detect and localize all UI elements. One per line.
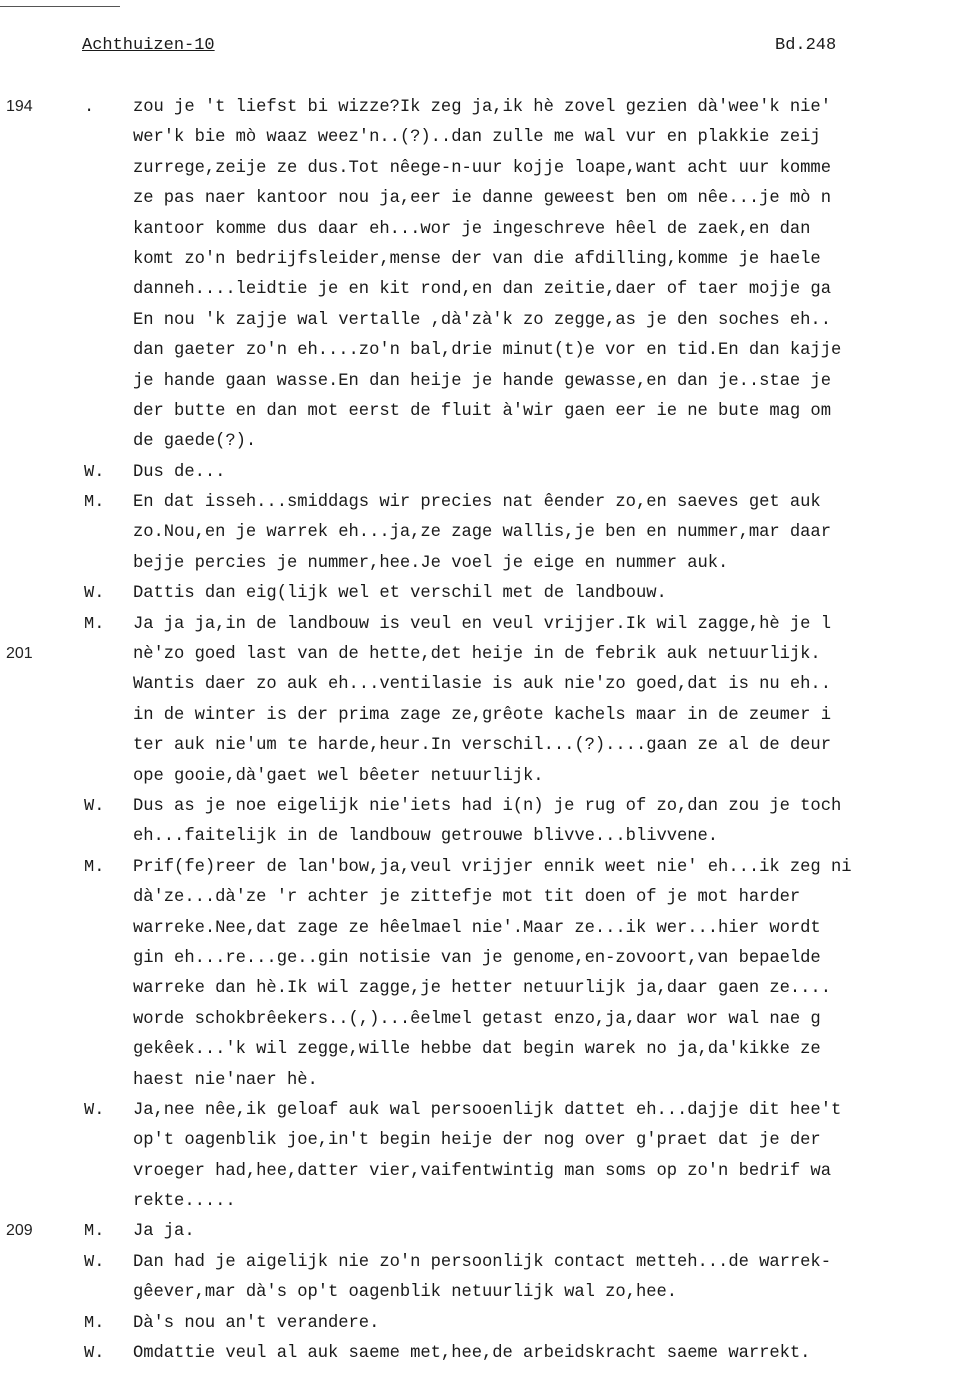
transcript-line <box>0 426 973 456</box>
transcript-text: de gaede(?). <box>133 432 257 452</box>
speaker-label: M. <box>84 614 105 634</box>
transcript-text: Dus as je noe eigelijk nie'iets had i(n) je rug of zo,dan zou je toch <box>133 796 842 816</box>
transcript-line <box>0 1004 973 1034</box>
document-title: Achthuizen-10 <box>82 36 215 55</box>
margin-line-number: 194 <box>6 98 33 115</box>
transcript-text: haest nie'naer hè. <box>133 1070 318 1090</box>
transcript-line <box>0 1247 973 1277</box>
transcript-text: bejje percies je nummer,hee.Je voel je eige en nummer auk. <box>133 553 729 573</box>
transcript-line <box>0 1095 973 1125</box>
transcript-line <box>0 761 973 791</box>
transcript-text: worde schokbrêekers..(,)...êelmel getast enzo,ja,daar wor wal nae g <box>133 1009 821 1029</box>
transcript-text: Omdattie veul al auk saeme met,hee,de arbeidskracht saeme warrekt. <box>133 1344 811 1364</box>
transcript-line <box>0 821 973 851</box>
speaker-label: M. <box>84 1313 105 1333</box>
transcript-line <box>0 457 973 487</box>
transcript-line <box>0 517 973 547</box>
speaker-label: W. <box>84 1100 105 1120</box>
transcript-line <box>0 487 973 517</box>
transcript-text: kantoor komme dus daar eh...wor je ingeschreve hêel de zaek,en dan <box>133 219 811 239</box>
transcript-text: Dus de... <box>133 462 226 482</box>
transcript-text: je hande gaan wasse.En dan heije je hande gewasse,en dan je..stae je <box>133 371 831 391</box>
transcript-line <box>0 882 973 912</box>
transcript-text: Dattis dan eig(lijk wel et verschil met de landbouw. <box>133 584 667 604</box>
transcript-line <box>0 214 973 244</box>
transcript-text: eh...faitelijk in de landbouw getrouwe blivve...blivvene. <box>133 827 719 847</box>
transcript-line <box>0 791 973 821</box>
speaker-label: M. <box>84 1222 105 1242</box>
transcript-text: nè'zo goed last van de hette,det heije in de febrik auk netuurlijk. <box>133 645 821 665</box>
speaker-label: M. <box>84 857 105 877</box>
transcript-text: Ja ja. <box>133 1222 195 1242</box>
speaker-label: M. <box>84 493 105 513</box>
transcript-line <box>0 852 973 882</box>
transcript-text: vroeger had,hee,datter vier,vaifentwintig man soms op zo'n bedrif wa <box>133 1161 831 1181</box>
transcript-text: gekêek...'k wil zegge,wille hebbe dat begin warek no ja,da'kikke ze <box>133 1040 821 1060</box>
transcript-text: der butte en dan mot eerst de fluit à'wir gaen eer ie ne bute mag om <box>133 401 831 421</box>
margin-line-number: 209 <box>6 1222 33 1240</box>
transcript-line <box>0 305 973 335</box>
transcript-text: wer'k bie mò waaz weez'n..(?)..dan zulle me wal vur en plakkie zeij <box>133 128 821 148</box>
transcript-line <box>0 244 973 274</box>
transcript-text: op't oagenblik joe,in't begin heije der nog over g'praet dat je der <box>133 1131 821 1151</box>
transcript-line <box>0 639 973 669</box>
transcript-line <box>0 396 973 426</box>
transcript-text: Dà's nou an't verandere. <box>133 1313 380 1333</box>
transcript-line <box>0 1125 973 1155</box>
transcript-text: Dan had je aigelijk nie zo'n persoonlijk contact metteh...de warrek- <box>133 1252 831 1272</box>
transcript-line <box>0 1338 973 1368</box>
volume-number: Bd.248 <box>775 36 837 55</box>
speaker-label: W. <box>84 462 105 482</box>
transcript-text: dan gaeter zo'n eh....zo'n bal,drie minut(t)e vor en tid.En dan kajje <box>133 341 842 361</box>
transcript-text: En dat isseh...smiddags wir precies nat êender zo,en saeves get auk <box>133 493 821 513</box>
transcript-text: zurrege,zeije ze dus.Tot nêege-n-uur kojje loape,want acht uur komme <box>133 158 831 178</box>
speaker-label: W. <box>84 1252 105 1272</box>
transcript-text: Ja ja ja,in de landbouw is veul en veul vrijjer.Ik wil zagge,hè je l <box>133 614 831 634</box>
transcript-text: ope gooie,dà'gaet wel bêeter netuurlijk. <box>133 766 544 786</box>
transcript-line <box>0 943 973 973</box>
transcript-text: zou je 't liefst bi wizze?Ik zeg ja,ik hè zovel gezien dà'wee'k nie' <box>133 98 831 117</box>
transcript-line <box>0 92 973 122</box>
transcript-text: Ja,nee nêe,ik geloaf auk wal persooenlijk dattet eh...dajje dit hee't <box>133 1100 842 1120</box>
transcript-text: warreke.Nee,dat zage ze hêelmael nie'.Maar ze...ik wer...hier wordt <box>133 918 821 938</box>
transcript-line <box>0 366 973 396</box>
transcript-line <box>0 153 973 183</box>
transcript-text: ter auk nie'um te harde,heur.In verschil...(?)....gaan ze al de deur <box>133 736 831 756</box>
margin-line-number: 201 <box>6 645 33 663</box>
transcript-line <box>0 122 973 152</box>
transcript-body <box>0 92 973 1368</box>
transcript-line <box>0 1065 973 1095</box>
transcript-text: dà'ze...dà'ze 'r achter je zittefje mot tit doen of je mot harder <box>133 888 801 908</box>
speaker-label: W. <box>84 1344 105 1364</box>
transcript-line <box>0 548 973 578</box>
transcript-text: in de winter is der prima zage ze,grêote kachels maar in de zeumer i <box>133 705 831 725</box>
transcript-text: zo.Nou,en je warrek eh...ja,ze zage wallis,je ben en nummer,mar daar <box>133 523 831 543</box>
transcript-line <box>0 913 973 943</box>
transcript-line <box>0 973 973 1003</box>
transcript-text: rekte..... <box>133 1192 236 1212</box>
transcript-line <box>0 1216 973 1246</box>
speaker-label: W. <box>84 796 105 816</box>
transcript-text: gêever,mar dà's op't oagenblik netuurlijk wal zo,hee. <box>133 1283 678 1303</box>
transcript-text: komt zo'n bedrijfsleider,mense der van die afdilling,komme je haele <box>133 249 821 269</box>
transcript-line <box>0 1277 973 1307</box>
transcript-line <box>0 183 973 213</box>
transcript-line <box>0 1308 973 1338</box>
transcript-text: Prif(fe)reer de lan'bow,ja,veul vrijjer ennik weet nie' eh...ik zeg ni <box>133 857 852 877</box>
top-rule <box>0 6 120 7</box>
transcript-text: warreke dan hè.Ik wil zagge,je hetter netuurlijk ja,daar gaen ze.... <box>133 979 831 999</box>
transcript-text: danneh....leidtie je en kit rond,en dan zeitie,daer of taer mojje ga <box>133 280 831 300</box>
transcript-text: gin eh...re...ge..gin notisie van je genome,en-zovoort,van bepaelde <box>133 948 821 968</box>
transcript-line <box>0 609 973 639</box>
transcript-line <box>0 1186 973 1216</box>
transcript-line <box>0 700 973 730</box>
transcript-text: Wantis daer zo auk eh...ventilasie is auk nie'zo goed,dat is nu eh.. <box>133 675 831 695</box>
speaker-label: . <box>84 98 95 117</box>
transcript-line <box>0 335 973 365</box>
transcript-line <box>0 669 973 699</box>
transcript-line <box>0 274 973 304</box>
transcript-text: ze pas naer kantoor nou ja,eer ie danne geweest ben om nêe...je mò n <box>133 189 831 209</box>
transcript-line <box>0 730 973 760</box>
transcript-line <box>0 1156 973 1186</box>
transcript-line <box>0 1034 973 1064</box>
speaker-label: W. <box>84 584 105 604</box>
transcript-text: En nou 'k zajje wal vertalle ,dà'zà'k zo zegge,as je den soches eh.. <box>133 310 831 330</box>
transcript-line <box>0 578 973 608</box>
